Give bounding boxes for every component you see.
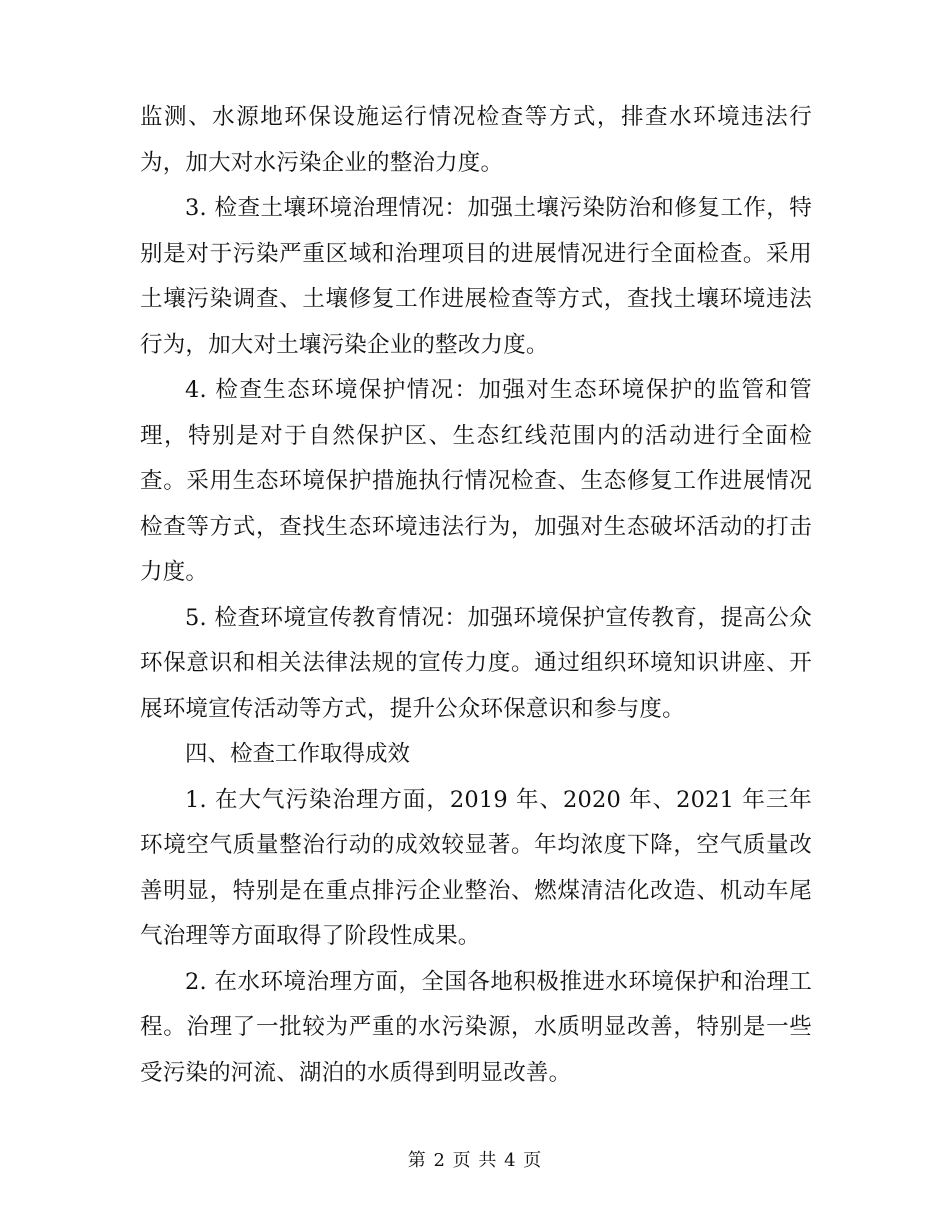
paragraph-water-results: 2. 在水环境治理方面，全国各地积极推进水环境保护和治理工程。治理了一批较为严重的水污染源，水质明显改善，特别是一些受污染的河流、湖泊的水质得到明显改善。	[140, 968, 812, 1086]
section-heading-results: 四、检查工作取得成效	[185, 741, 411, 767]
document-body	[140, 95, 812, 1096]
page-footer: 第 2 页 共 4 页	[407, 1150, 543, 1171]
paragraph-publicity-inspection: 5. 检查环境宣传教育情况：加强环境保护宣传教育，提高公众环保意识和相关法律法规的宣传力度。通过组织环境知识讲座、开展环境宣传活动等方式，提升公众环保意识和参与度。	[140, 604, 812, 722]
paragraph-water-inspection-continued: 监测、水源地环保设施运行情况检查等方式，排查水环境违法行为，加大对水污染企业的整治力度。	[140, 104, 812, 176]
paragraph-ecology-inspection: 4. 检查生态环境保护情况：加强对生态环境保护的监管和管理，特别是对于自然保护区、生态红线范围内的活动进行全面检查。采用生态环境保护措施执行情况检查、生态修复工作进展情况检查等方式，查找生态环境违法行为，加强对生态破坏活动的打击力度。	[140, 377, 812, 585]
paragraph-air-results: 1. 在大气污染治理方面，2019 年、2020 年、2021 年三年环境空气质量整治行动的成效较显著。年均浓度下降，空气质量改善明显，特别是在重点排污企业整治、燃煤清洁化改造、机动车尾气治理等方面取得了阶段性成果。	[140, 786, 812, 949]
paragraph-soil-inspection: 3. 检查土壤环境治理情况：加强土壤污染防治和修复工作，特别是对于污染严重区域和治理项目的进展情况进行全面检查。采用土壤污染调查、土壤修复工作进展检查等方式，查找土壤环境违法行为，加大对土壤污染企业的整改力度。	[140, 195, 812, 358]
